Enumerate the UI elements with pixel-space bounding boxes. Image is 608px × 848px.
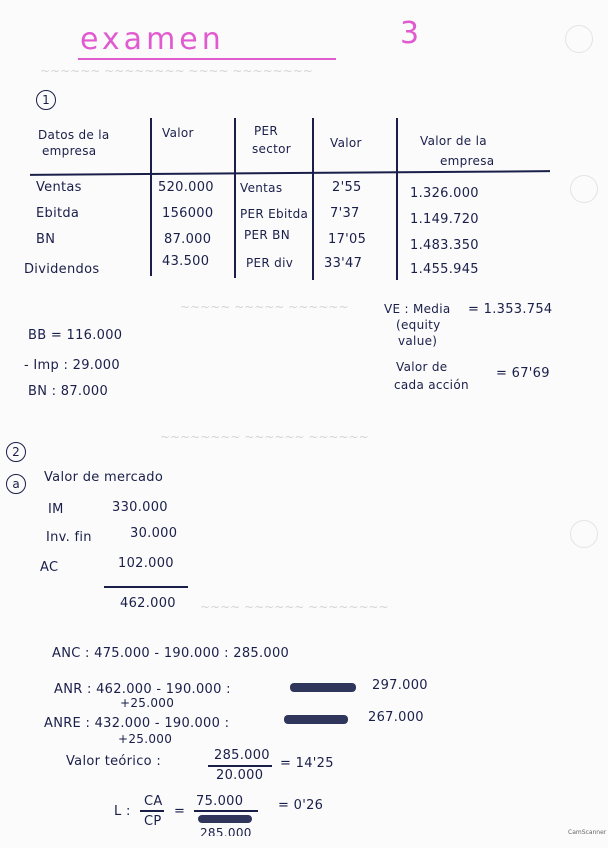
anre-result: 267.000 <box>368 710 424 725</box>
liquidity-num: 75.000 <box>196 794 244 809</box>
table-col-divider-1 <box>150 118 152 276</box>
item-ac-label: AC <box>40 560 59 575</box>
table-col-divider-4 <box>396 118 398 280</box>
table-header-per-line2: sector <box>252 142 292 156</box>
row-dividendos-empresa: 1.455.945 <box>410 262 479 277</box>
row-dividendos-per-valor: 33'47 <box>324 256 363 271</box>
liquidity-frac-bar <box>140 810 164 812</box>
section-2-heading: Valor de mercado <box>44 470 164 485</box>
item-ac-value: 102.000 <box>118 556 174 571</box>
bleed-text-2: ~~~~~ ~~~~~ ~~~~~~ <box>180 300 349 314</box>
table-header-valor: Valor <box>162 126 194 140</box>
per-share-value: = 67'69 <box>496 366 550 381</box>
ve-value: = 1.353.754 <box>468 302 553 317</box>
liquidity-result: = 0'26 <box>278 798 324 813</box>
row-ebitda-per-valor: 7'37 <box>330 206 360 221</box>
page-title: examen <box>80 22 225 57</box>
anre-line1: ANRE : 432.000 - 190.000 : <box>44 716 230 731</box>
valor-teorico-fraction-bar <box>208 765 272 767</box>
calc-bb: BB = 116.000 <box>28 328 123 343</box>
row-ventas-per: Ventas <box>240 181 283 195</box>
item-inv-label: Inv. fin <box>46 530 92 545</box>
ve-label-line1: VE : Media <box>384 302 451 316</box>
row-ventas-per-valor: 2'55 <box>332 180 362 195</box>
bleed-text-1: ~~~~~~ ~~~~~~~~ ~~~~ ~~~~~~~~ <box>40 64 313 78</box>
anr-line2: +25.000 <box>120 696 175 710</box>
row-ventas-label: Ventas <box>36 180 82 195</box>
row-dividendos-per: PER div <box>246 256 294 270</box>
row-dividendos-label: Dividendos <box>24 262 100 277</box>
anre-line2: +25.000 <box>118 732 173 746</box>
ve-label-line3: value) <box>398 334 438 348</box>
valor-teorico-label: Valor teórico : <box>66 754 162 769</box>
liquidity-eq: = <box>174 804 186 819</box>
anre-scribble <box>284 715 348 724</box>
section-1-marker: 1 <box>36 90 56 110</box>
anc-line: ANC : 475.000 - 190.000 : 285.000 <box>52 646 290 661</box>
row-ebitda-empresa: 1.149.720 <box>410 212 479 227</box>
table-header-per-line1: PER <box>254 124 279 138</box>
liquidity-label: L : <box>114 804 131 819</box>
row-bn-valor: 87.000 <box>164 232 212 247</box>
table-header-valor-empresa-line2: empresa <box>440 154 495 168</box>
section-2-marker: 2 <box>6 442 26 462</box>
table-header-valor-2: Valor <box>330 136 362 150</box>
liquidity-den-cut: 285.000 <box>200 826 252 836</box>
item-im-value: 330.000 <box>112 500 168 515</box>
row-bn-per: PER BN <box>244 228 290 242</box>
table-header-datos-line2: empresa <box>42 144 97 158</box>
row-ventas-empresa: 1.326.000 <box>410 186 479 201</box>
anr-result: 297.000 <box>372 678 428 693</box>
section-2a-marker: a <box>6 474 26 494</box>
bleed-circle-1 <box>565 25 593 53</box>
market-total: 462.000 <box>120 596 176 611</box>
table-col-divider-2 <box>234 118 236 278</box>
camscanner-stamp: CamScanner <box>568 829 607 836</box>
title-underline <box>78 58 336 60</box>
row-ventas-valor: 520.000 <box>158 180 214 195</box>
calc-imp: - Imp : 29.000 <box>24 358 120 373</box>
calc-bn: BN : 87.000 <box>28 384 109 399</box>
row-ebitda-valor: 156000 <box>162 206 214 221</box>
bleed-circle-3 <box>570 520 598 548</box>
per-share-label-line1: Valor de <box>396 360 448 374</box>
per-share-label-line2: cada acción <box>394 378 469 392</box>
valor-teorico-result: = 14'25 <box>280 756 334 771</box>
row-bn-empresa: 1.483.350 <box>410 238 479 253</box>
row-ebitda-per: PER Ebitda <box>240 207 309 221</box>
bleed-text-4: ~~~~ ~~~~~~ ~~~~~~~~ <box>200 600 389 614</box>
liquidity-frac-num: CA <box>144 794 163 809</box>
table-col-divider-3 <box>312 118 314 280</box>
valor-teorico-den: 20.000 <box>216 768 264 783</box>
row-ebitda-label: Ebitda <box>36 206 80 221</box>
anr-line1: ANR : 462.000 - 190.000 : <box>54 682 231 697</box>
bleed-circle-2 <box>570 175 598 203</box>
item-im-label: IM <box>48 502 64 517</box>
exam-number: 3 <box>400 16 420 51</box>
row-bn-per-valor: 17'05 <box>328 232 367 247</box>
row-dividendos-valor: 43.500 <box>162 254 210 269</box>
row-bn-label: BN <box>36 232 56 247</box>
anr-scribble <box>290 683 356 692</box>
table-header-divider <box>30 170 550 175</box>
bleed-text-3: ~~~~~~~~ ~~~~~~ ~~~~~~ <box>160 430 369 444</box>
liquidity-bar <box>194 810 258 812</box>
liquidity-den-scribble <box>198 815 252 823</box>
valor-teorico-num: 285.000 <box>214 748 270 763</box>
table-header-datos-line1: Datos de la <box>38 128 110 142</box>
item-inv-value: 30.000 <box>130 526 178 541</box>
table-header-valor-empresa-line1: Valor de la <box>420 134 487 148</box>
ve-label-line2: (equity <box>396 318 441 332</box>
liquidity-frac-den: CP <box>144 814 162 829</box>
sum-line <box>104 586 188 588</box>
